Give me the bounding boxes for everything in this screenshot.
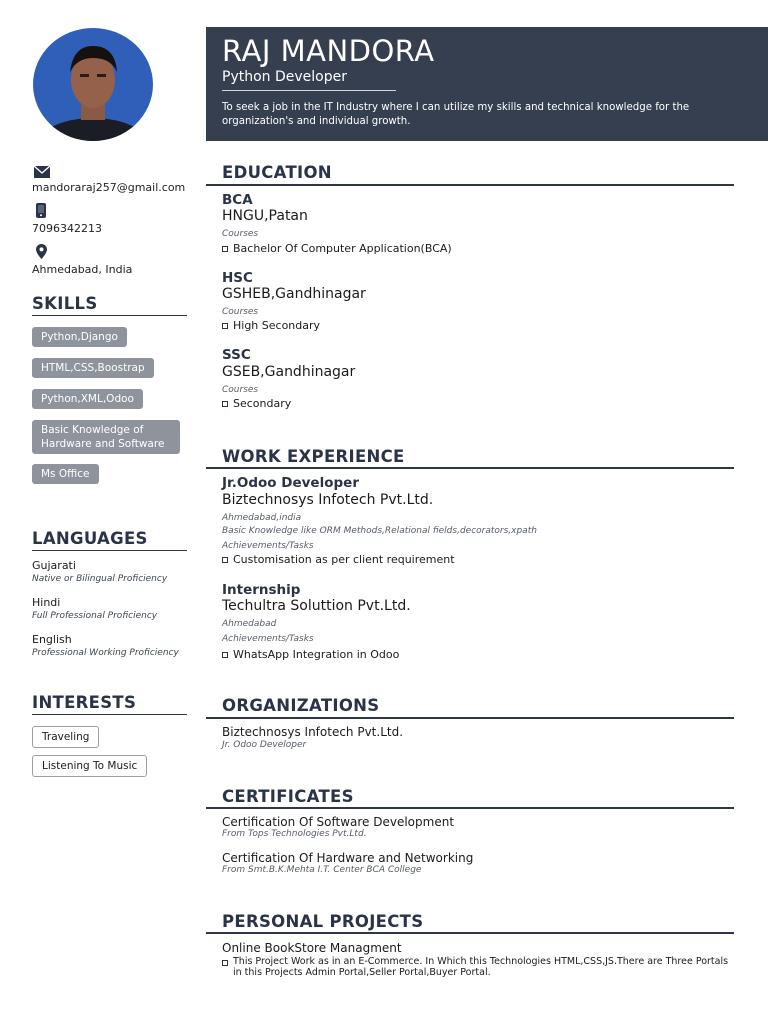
language-name: Gujarati — [32, 559, 76, 572]
email-text: mandoraraj257@gmail.com — [32, 181, 186, 194]
course-item: Secondary — [222, 397, 291, 411]
institution-name: HNGU,Patan — [222, 208, 308, 224]
courses-label: Courses — [222, 307, 259, 317]
skills-heading: SKILLS — [32, 294, 187, 316]
skill-tag: Ms Office — [32, 464, 99, 484]
project-name: Online BookStore Managment — [222, 941, 402, 955]
skill-tag: HTML,CSS,Boostrap — [32, 358, 154, 378]
phone-text: 7096342213 — [32, 222, 102, 235]
section-divider — [206, 932, 734, 934]
education-heading: EDUCATION — [222, 163, 332, 182]
company-name: Biztechnosys Infotech Pvt.Ltd. — [222, 492, 434, 508]
degree-title: SSC — [222, 347, 251, 363]
certificate-name: Certification Of Software Development — [222, 815, 455, 829]
certificates-heading: CERTIFICATES — [222, 787, 354, 806]
company-name: Techultra Soluttion Pvt.Ltd. — [222, 598, 411, 614]
certificate-issuer: From Smt.B.K.Mehta I.T. Center BCA College — [222, 865, 422, 875]
organization-name: Biztechnosys Infotech Pvt.Ltd. — [222, 725, 404, 739]
section-divider — [206, 467, 734, 469]
job-description: Basic Knowledge like ORM Methods,Relational fields,decorators,xpath — [222, 526, 537, 536]
certificate-name: Certification Of Hardware and Networking — [222, 851, 474, 865]
job-position: Jr.Odoo Developer — [222, 475, 359, 491]
institution-name: GSEB,Gandhinagar — [222, 364, 356, 380]
courses-label: Courses — [222, 229, 259, 239]
degree-title: BCA — [222, 192, 253, 208]
email-icon — [34, 163, 50, 179]
language-name: English — [32, 633, 72, 646]
location-text: Ahmedabad, India — [32, 263, 133, 276]
work-experience-heading: WORK EXPERIENCE — [222, 447, 405, 466]
language-level: Professional Working Proficiency — [32, 648, 179, 658]
interest-tag: Listening To Music — [32, 755, 147, 777]
objective-text: To seek a job in the IT Industry where I can utilize my skills and technical knowledge for the organization's and individual growth. — [222, 102, 690, 127]
section-divider — [206, 717, 734, 719]
location-pin-icon — [36, 244, 52, 260]
language-level: Full Professional Proficiency — [32, 611, 158, 621]
skill-tag: Python,Django — [32, 327, 127, 347]
interest-tag: Traveling — [32, 726, 99, 748]
certificate-issuer: From Tops Technologies Pvt.Ltd. — [222, 829, 367, 839]
course-item: High Secondary — [222, 319, 320, 333]
task-item: WhatsApp Integration in Odoo — [222, 648, 399, 662]
section-divider — [206, 807, 734, 809]
job-position: Internship — [222, 582, 301, 598]
role-divider — [222, 90, 396, 91]
project-description: This Project Work as in an E-Commerce. In Which this Technologies HTML,CSS,JS.There are Three Portals in this Projects Admin Portal,Seller Portal,Buyer Portal. — [222, 956, 733, 978]
course-item: Bachelor Of Computer Application(BCA) — [222, 242, 452, 256]
section-divider — [206, 184, 734, 186]
skill-tag: Python,XML,Odoo — [32, 389, 143, 409]
language-name: Hindi — [32, 596, 61, 609]
organizations-heading: ORGANIZATIONS — [222, 696, 380, 715]
degree-title: HSC — [222, 270, 253, 286]
task-item: Customisation as per client requirement — [222, 553, 455, 567]
job-location: Ahmedabad,india — [222, 513, 302, 523]
interests-heading: INTERESTS — [32, 693, 187, 715]
organization-role: Jr. Odoo Developer — [222, 740, 307, 750]
skill-tag: Basic Knowledge of Hardware and Software — [32, 420, 180, 454]
languages-heading: LANGUAGES — [32, 529, 187, 551]
language-level: Native or Bilingual Proficiency — [32, 574, 168, 584]
profile-photo — [33, 28, 153, 141]
phone-icon — [36, 203, 52, 219]
candidate-name: RAJ MANDORA — [222, 34, 435, 68]
tasks-label: Achievements/Tasks — [222, 634, 314, 644]
institution-name: GSHEB,Gandhinagar — [222, 286, 366, 302]
courses-label: Courses — [222, 385, 259, 395]
personal-projects-heading: PERSONAL PROJECTS — [222, 912, 424, 931]
job-location: Ahmedabad — [222, 619, 277, 629]
candidate-role: Python Developer — [222, 69, 347, 85]
tasks-label: Achievements/Tasks — [222, 541, 314, 551]
